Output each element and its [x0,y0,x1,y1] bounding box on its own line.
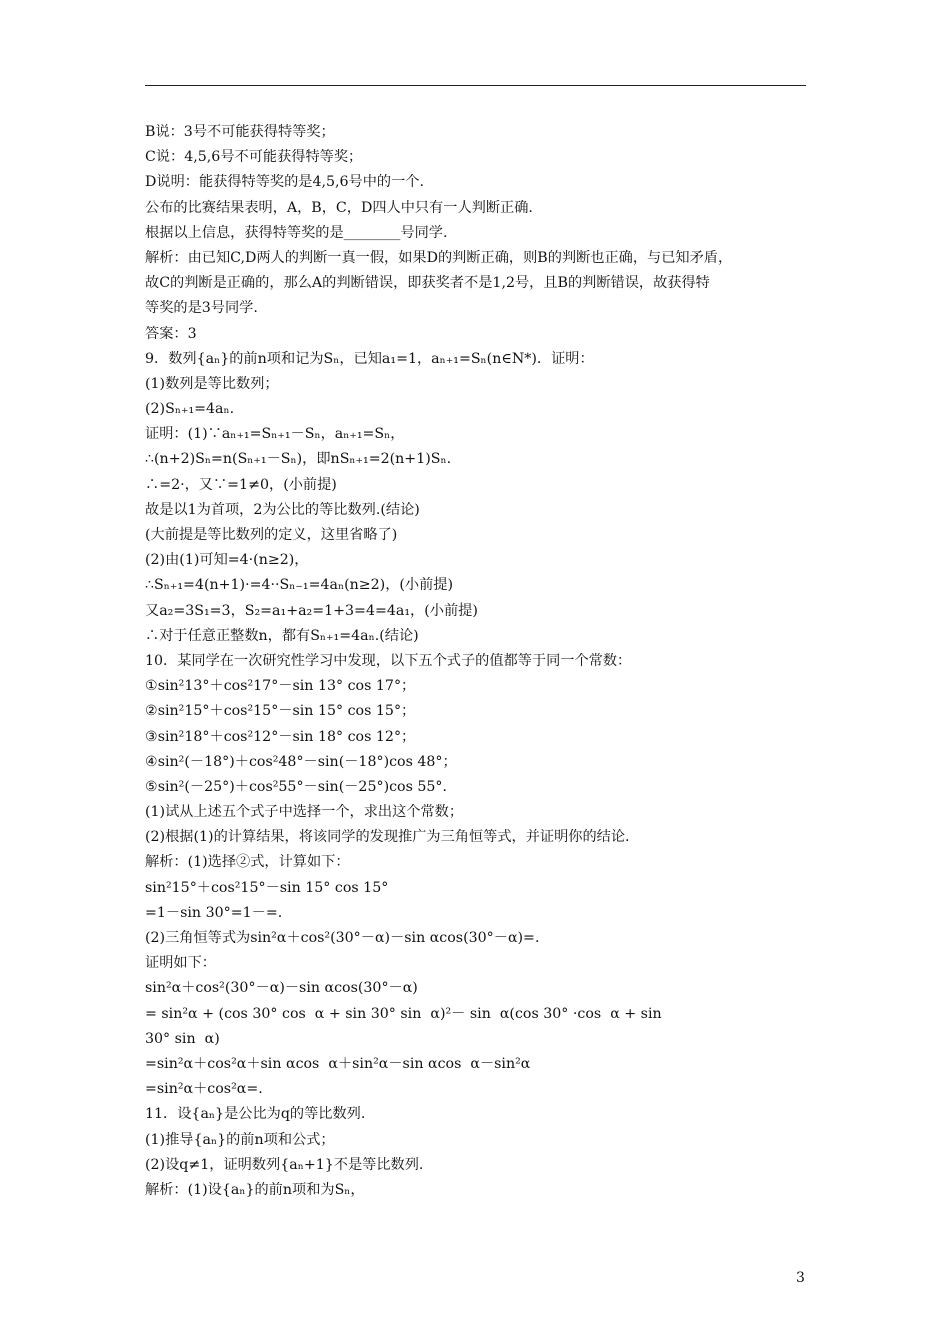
text-line: (1)试从上述五个式子中选择一个，求出这个常数； [145,804,464,821]
text-line: (2)Sₙ₊₁=4aₙ. [145,401,235,418]
text-line: 解析：(1)选择②式，计算如下： [145,854,350,871]
text-line: (1)推导{aₙ}的前n项和公式； [145,1131,335,1148]
text-line: ∴对于任意正整数n，都有Sₙ₊₁=4aₙ.(结论) [145,627,419,644]
text-line: sin²α＋cos²(30°－α)－sin αcos(30°－α) [145,980,418,997]
page-number: 3 [796,1270,805,1286]
text-line: =sin²α＋cos²α＋sin αcos α＋sin²α－sin αcos α－sin²α [145,1055,531,1072]
text-line: ⑤sin²(－25°)＋cos²55°－sin(－25°)cos 55°． [145,778,457,795]
text-line: 证明：(1)∵aₙ₊₁=Sₙ₊₁－Sₙ，aₙ₊₁=Sₙ， [145,426,405,443]
text-line: (2)三角恒等式为sin²α＋cos²(30°－α)－sin αcos(30°－α)=. [145,930,540,946]
text-line: =sin²α＋cos²α=. [145,1081,263,1098]
document-body [145,120,815,1203]
text-line: B说：3号不可能获得特等奖； [145,124,335,140]
text-line: 解析：由已知C,D两人的判断一真一假，如果D的判断正确，则B的判断也正确，与已知矛盾， [145,249,733,266]
text-line: 等奖的是3号同学. [145,300,258,317]
text-line: sin²15°＋cos²15°－sin 15° cos 15° [145,879,389,896]
text-line: C说：4,5,6号不可能获得特等奖； [145,149,363,166]
text-line: ∴=2·，又∵=1≠0，(小前提) [145,476,337,493]
text-line: 根据以上信息，获得特等奖的是________号同学. [145,224,448,241]
text-line: (2)设q≠1，证明数列{aₙ+1}不是等比数列. [145,1156,424,1173]
text-line: 解析：(1)设{aₙ}的前n项和为Sₙ， [145,1181,365,1198]
text-line: 30° sin α) [145,1030,220,1047]
text-line: 10．某同学在一次研究性学习中发现，以下五个式子的值都等于同一个常数： [145,652,632,669]
text-line: 故是以1为首项，2为公比的等比数列.(结论) [145,501,420,518]
text-line: (1)数列是等比数列； [145,375,279,392]
text-line: 故C的判断是正确的，那么A的判断错误，即获奖者不是1,2号，且B的判断错误，故获得特 [145,275,710,292]
text-line: 9．数列{aₙ}的前n项和记为Sₙ，已知a₁=1，aₙ₊₁=Sₙ(n∈N*)．证明： [145,350,594,367]
header-rule [145,85,806,86]
text-line: 答案：3 [145,325,197,342]
text-line: D说明：能获得特等奖的是4,5,6号中的一个. [145,174,424,191]
text-line: (2)根据(1)的计算结果，将该同学的发现推广为三角恒等式，并证明你的结论. [145,829,630,846]
text-line: =1－sin 30°=1－=. [145,904,283,921]
text-line: 公布的比赛结果表明，A，B，C，D四人中只有一人判断正确. [145,199,533,216]
text-line: 11．设{aₙ}是公比为q的等比数列. [145,1106,366,1123]
text-line: (2)由(1)可知=4·(n≥2)， [145,552,309,569]
text-line: 又a₂=3S₁=3，S₂=a₁+a₂=1+3=4=4a₁，(小前提) [145,602,478,619]
text-line: ③sin²18°＋cos²12°－sin 18° cos 12°； [145,728,416,745]
text-line: ④sin²(－18°)＋cos²48°－sin(－18°)cos 48°； [145,753,457,770]
text-line: ∴(n+2)Sₙ=n(Sₙ₊₁－Sₙ)，即nSₙ₊₁=2(n+1)Sₙ. [145,451,452,468]
text-line: ②sin²15°＋cos²15°－sin 15° cos 15°； [145,703,416,720]
text-line: (大前提是等比数列的定义，这里省略了) [145,527,398,543]
text-line: = sin²α + (cos 30° cos α + sin 30° sin α)²－ sin α(cos 30° ·cos α + sin [145,1005,662,1022]
text-line: ①sin²13°＋cos²17°－sin 13° cos 17°； [145,678,416,695]
text-line: ∴Sₙ₊₁=4(n+1)·=4··Sₙ₋₁=4aₙ(n≥2)，(小前提) [145,577,454,594]
text-line: 证明如下： [145,955,216,972]
